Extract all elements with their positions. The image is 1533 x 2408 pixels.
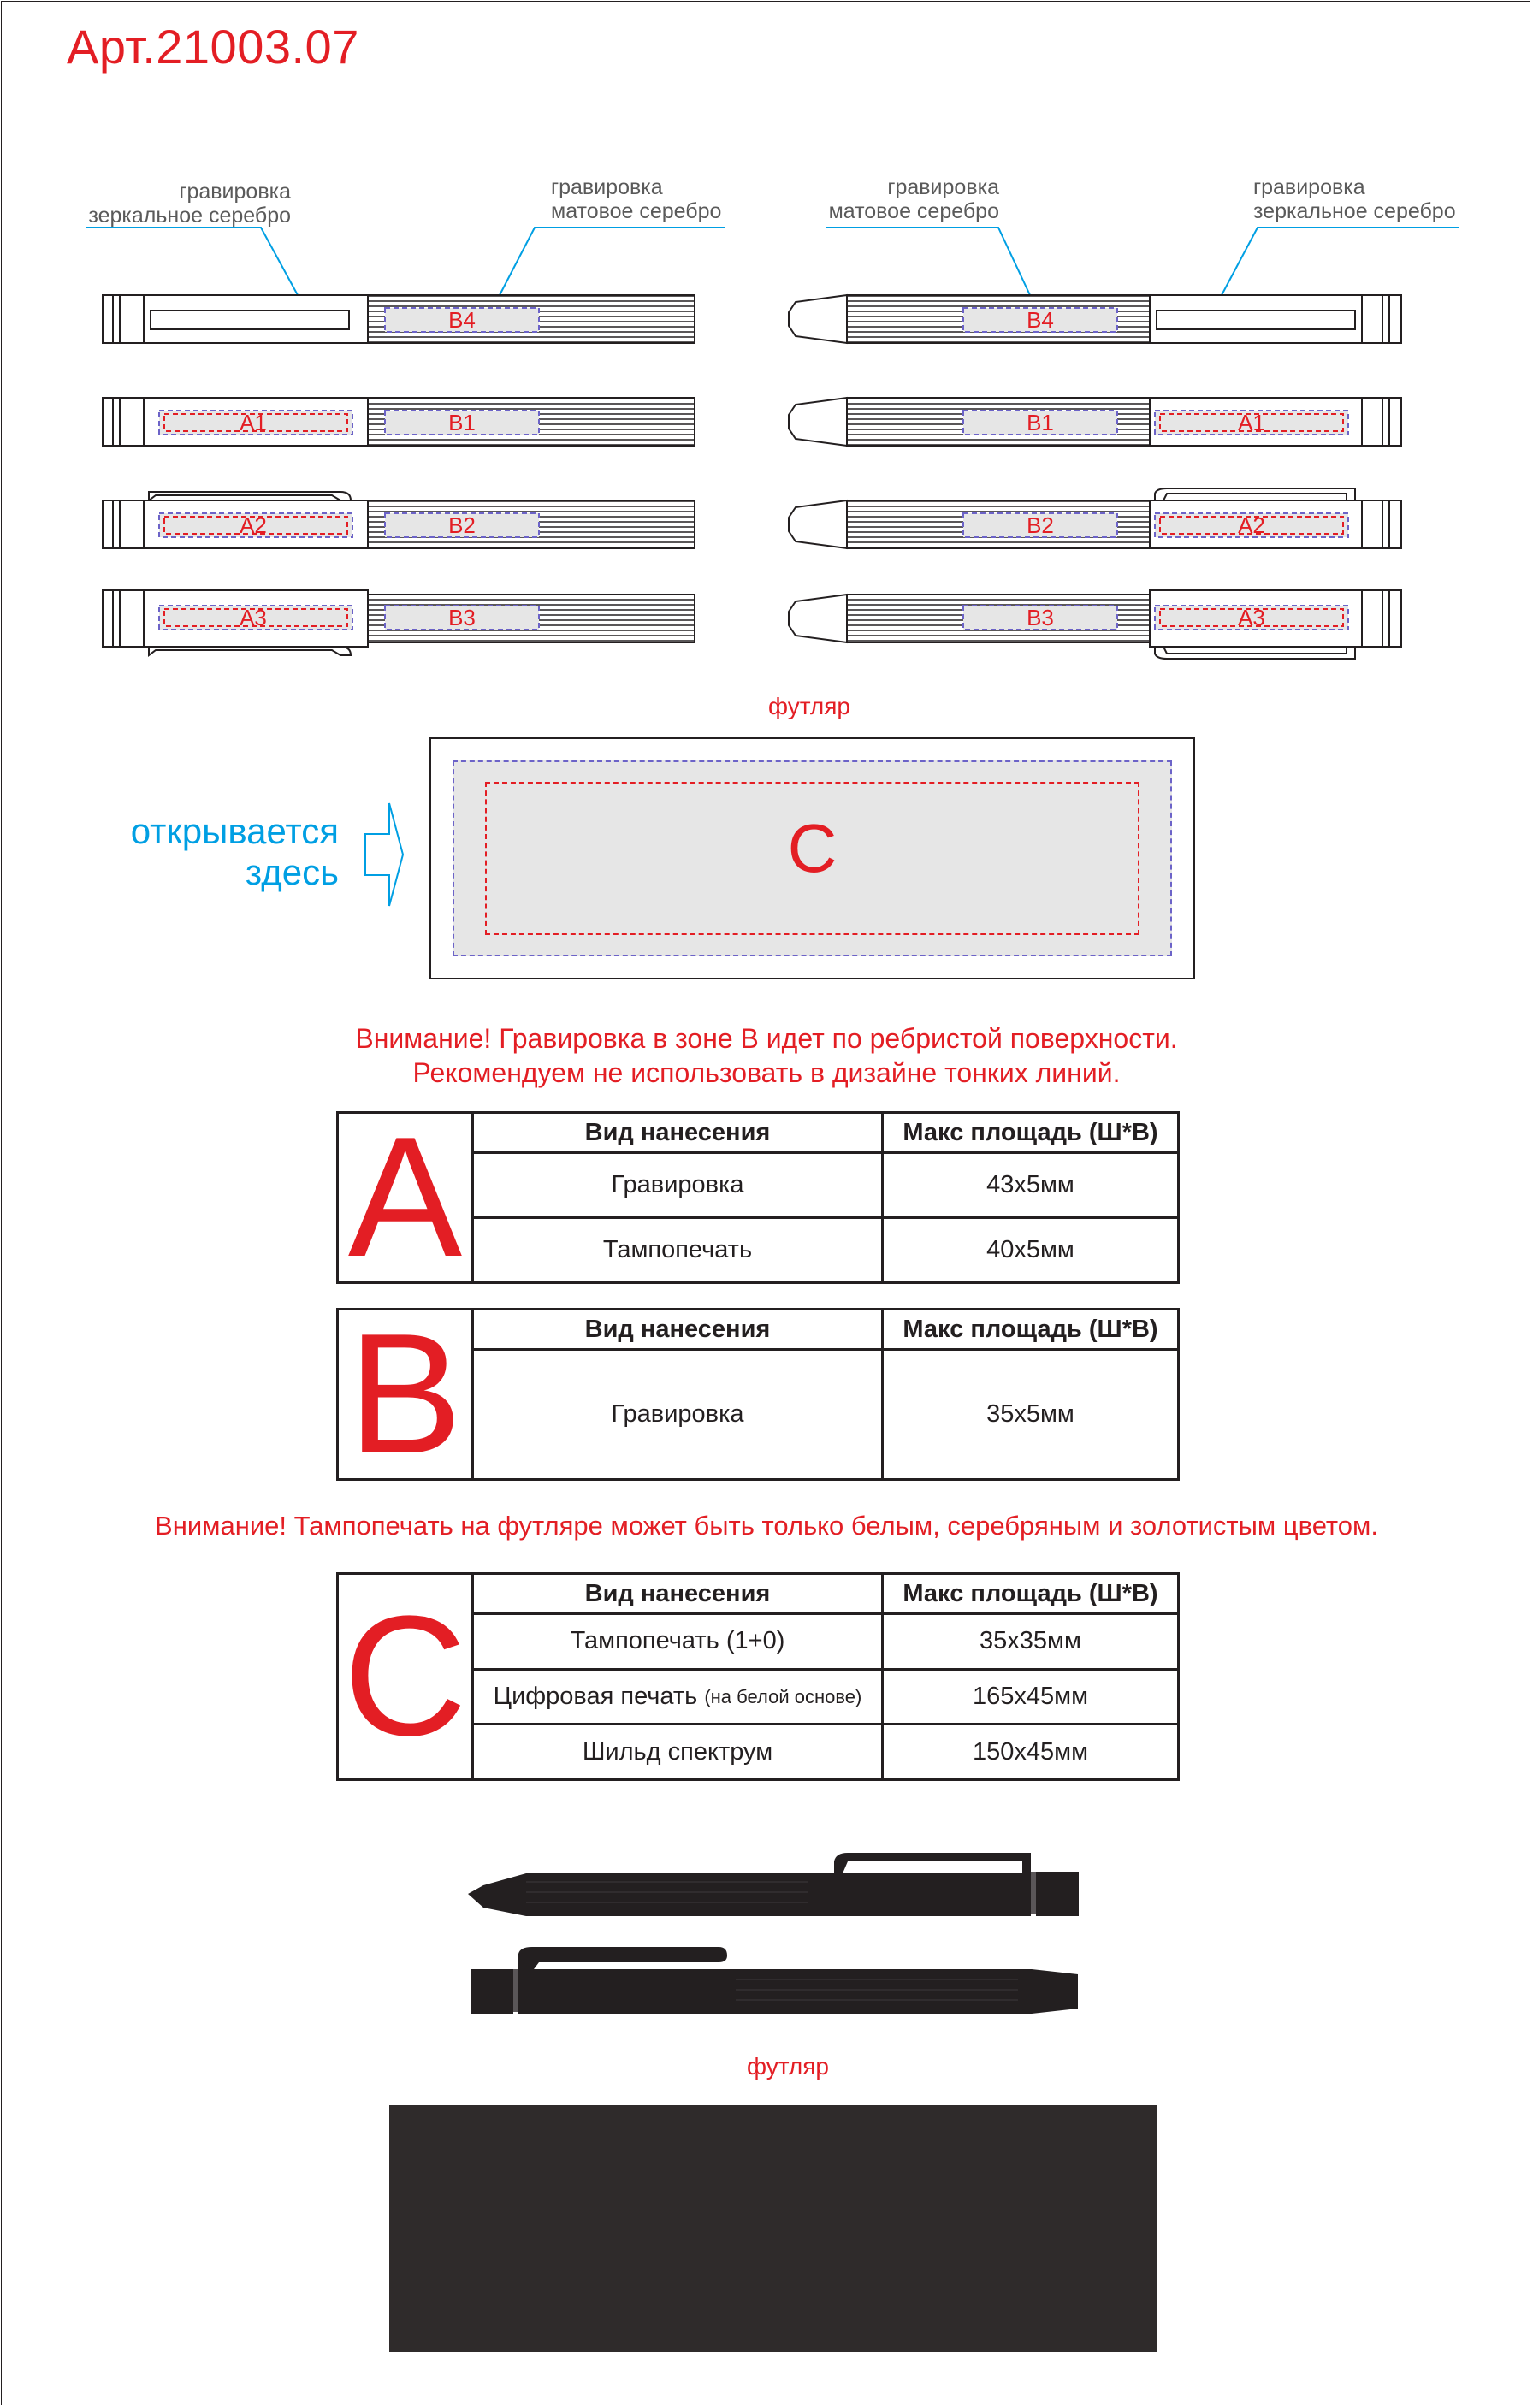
pens-left (101, 287, 717, 672)
cell-method: Тампопечать (474, 1219, 884, 1281)
case-outline (429, 737, 1195, 979)
zone-letter: C (339, 1575, 474, 1778)
zone-b-label: B4 (1027, 307, 1054, 333)
header-size: Макс площадь (Ш*В) (903, 1118, 1158, 1146)
header-size: Макс площадь (Ш*В) (903, 1579, 1158, 1607)
article-title: Арт.21003.07 (67, 20, 359, 74)
zone-a-label: A1 (1238, 410, 1265, 435)
zone-b-label: B3 (1027, 605, 1054, 630)
zone-letter: B (339, 1310, 474, 1478)
callout-line2: зеркальное серебро (1253, 199, 1456, 223)
zone-letter: A (339, 1114, 474, 1281)
case-label-top: футляр (768, 693, 851, 719)
zone-b-label: B4 (448, 307, 476, 333)
cell-size: 40х5мм (986, 1236, 1074, 1263)
zone-b-label: B2 (1027, 512, 1054, 538)
table-header-row (474, 1114, 1177, 1151)
table-row (474, 1348, 1177, 1478)
table-zone-c (336, 1572, 1180, 1781)
callout-line2: зеркальное серебро (88, 204, 291, 228)
cell-size: 165х45мм (972, 1683, 1089, 1710)
cell-size: 43х5мм (986, 1171, 1074, 1198)
pens-right (787, 287, 1403, 672)
callout-leaders (0, 0, 1533, 308)
zone-a-label: A2 (240, 512, 267, 538)
method-text: Цифровая печать (493, 1683, 698, 1710)
notice-line2: Рекомендуем не использовать в дизайне тонких линий. (412, 1057, 1121, 1088)
header-method: Вид нанесения (474, 1575, 884, 1612)
pen-right-2 (789, 398, 1401, 446)
pen-photo-lower (471, 1947, 1086, 2015)
cell-size: 150х45мм (972, 1737, 1089, 1766)
table-row (474, 1151, 1177, 1216)
notice-line1: Внимание! Гравировка в зоне B идет по ребристой поверхности. (355, 1023, 1178, 1054)
zone-a-label: A2 (1238, 512, 1265, 538)
table-row (474, 1216, 1177, 1281)
table-zone-a (336, 1102, 1180, 1293)
zone-b-label: B3 (448, 605, 476, 630)
opens-line2: здесь (245, 852, 339, 892)
opens-line1: открывается (130, 811, 339, 851)
table-row (474, 1668, 1177, 1724)
notice-pad-print: Внимание! Тампопечать на футляре может быть только белым, серебряным и золотистым цветом. (155, 1511, 1378, 1541)
callout-line2: матовое серебро (828, 199, 999, 223)
notice-engraving (0, 1021, 1533, 1090)
cell-method (474, 1671, 884, 1724)
pen-left-4 (103, 590, 695, 655)
arrow-right-icon (364, 800, 406, 911)
zone-b-label: B2 (448, 512, 476, 538)
pen-right-1 (789, 295, 1401, 343)
table-zone-b (336, 1299, 1180, 1489)
zone-b-label: B1 (448, 410, 476, 435)
zone-a-label: A1 (240, 410, 267, 435)
callout-line1: гравировка (179, 180, 291, 204)
opens-here-label (103, 811, 339, 893)
cell-method: Гравировка (474, 1154, 884, 1216)
table-grid (474, 1310, 1177, 1478)
pen-photo-upper (466, 1848, 1082, 1916)
header-method: Вид нанесения (474, 1310, 884, 1348)
table-header-row (474, 1310, 1177, 1348)
zone-a-label: A3 (240, 605, 267, 630)
zone-a-label: A3 (1238, 605, 1265, 630)
cell-method (474, 1725, 884, 1778)
cell-method (474, 1615, 884, 1668)
callout-line1: гравировка (887, 175, 999, 199)
table-header-row (474, 1575, 1177, 1612)
callout-line2: матовое серебро (551, 199, 722, 223)
case-photo (389, 2105, 1157, 2352)
method-text: Тампопечать (1+0) (570, 1627, 785, 1655)
cell-size: 35х5мм (986, 1400, 1074, 1428)
cell-size: 35х35мм (980, 1627, 1081, 1655)
pen-right-3 (789, 488, 1401, 548)
table-grid (474, 1114, 1177, 1281)
method-text: Шильд спектрум (582, 1737, 773, 1766)
header-method: Вид нанесения (474, 1114, 884, 1151)
pen-left-2 (103, 398, 695, 446)
table-grid (474, 1575, 1177, 1778)
pen-left-1 (103, 295, 695, 343)
pen-right-4 (789, 590, 1401, 659)
table-row (474, 1723, 1177, 1778)
callout-line1: гравировка (551, 175, 663, 199)
case-zone-label: C (787, 810, 838, 886)
case-label-bottom: футляр (747, 2053, 830, 2080)
callout-line1: гравировка (1253, 175, 1365, 199)
zone-b-label: B1 (1027, 410, 1054, 435)
method-note: (на белой основе) (704, 1685, 862, 1707)
header-size: Макс площадь (Ш*В) (903, 1315, 1158, 1343)
pen-left-3 (103, 492, 695, 548)
table-row (474, 1612, 1177, 1668)
cell-method: Гравировка (474, 1351, 884, 1478)
